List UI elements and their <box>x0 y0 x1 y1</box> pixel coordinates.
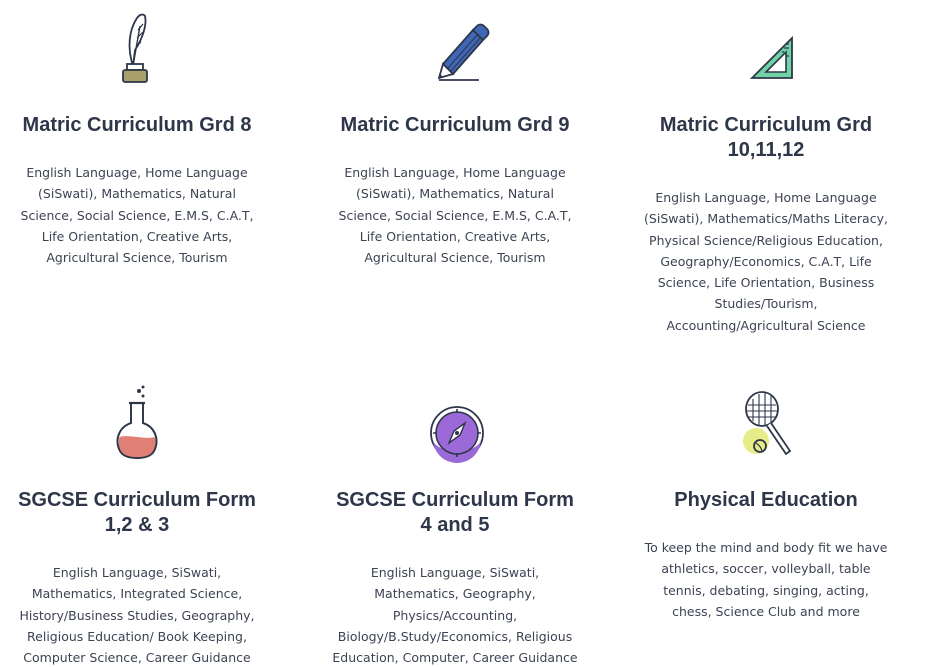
curriculum-card-sgcse-form4-5 <box>330 383 580 667</box>
card-description: To keep the mind and body fit we have athletics, soccer, volleyball, table tennis, debating, singing, acting, chess, Science Club and more <box>644 540 888 619</box>
curriculum-card-grd9 <box>330 8 580 268</box>
curriculum-card-grd10-12 <box>641 8 891 336</box>
card-title: Physical Education <box>674 489 858 511</box>
curriculum-card-grd8 <box>12 8 262 268</box>
pencil-icon <box>415 8 495 88</box>
card-description: English Language, Home Language (SiSwati), Mathematics/Maths Literacy, Physical Science/Religious Education, Geography/Economics, C.A.T, Life Science, Life Orientation, Business Studies/Tourism, Accounting/Agricultural Science <box>644 190 888 333</box>
card-description: English Language, Home Language (SiSwati), Mathematics, Natural Science, Social Science, E.M.S, C.A.T, Life Orientation, Creative Arts, Agricultural Science, Tourism <box>338 165 572 266</box>
compass-icon <box>415 383 495 463</box>
card-title: Matric Curriculum Grd 8 <box>22 114 252 136</box>
quill-inkpot-icon <box>97 8 177 88</box>
curriculum-card-sgcse-form1-3 <box>12 383 262 667</box>
card-title: SGCSE Curriculum Form 4 and 5 <box>336 489 574 536</box>
card-title: Matric Curriculum Grd 10,11,12 <box>659 114 873 161</box>
set-square-icon <box>726 8 806 88</box>
card-title: Matric Curriculum Grd 9 <box>340 114 570 136</box>
flask-icon <box>97 383 177 463</box>
physical-education-card <box>641 383 891 622</box>
card-description: English Language, SiSwati, Mathematics, Integrated Science, History/Business Studies, Geography, Religious Education/ Book Keeping, Computer Science, Career Guidance <box>19 565 255 666</box>
tennis-racket-icon <box>726 383 806 463</box>
card-description: English Language, SiSwati, Mathematics, Geography, Physics/Accounting, Biology/B.Study/Economics, Religious Education, Computer, Career Guidance <box>332 565 578 666</box>
card-title: SGCSE Curriculum Form 1,2 & 3 <box>18 489 256 536</box>
card-description: English Language, Home Language (SiSwati), Mathematics, Natural Science, Social Science, E.M.S, C.A.T, Life Orientation, Creative Arts, Agricultural Science, Tourism <box>20 165 254 266</box>
